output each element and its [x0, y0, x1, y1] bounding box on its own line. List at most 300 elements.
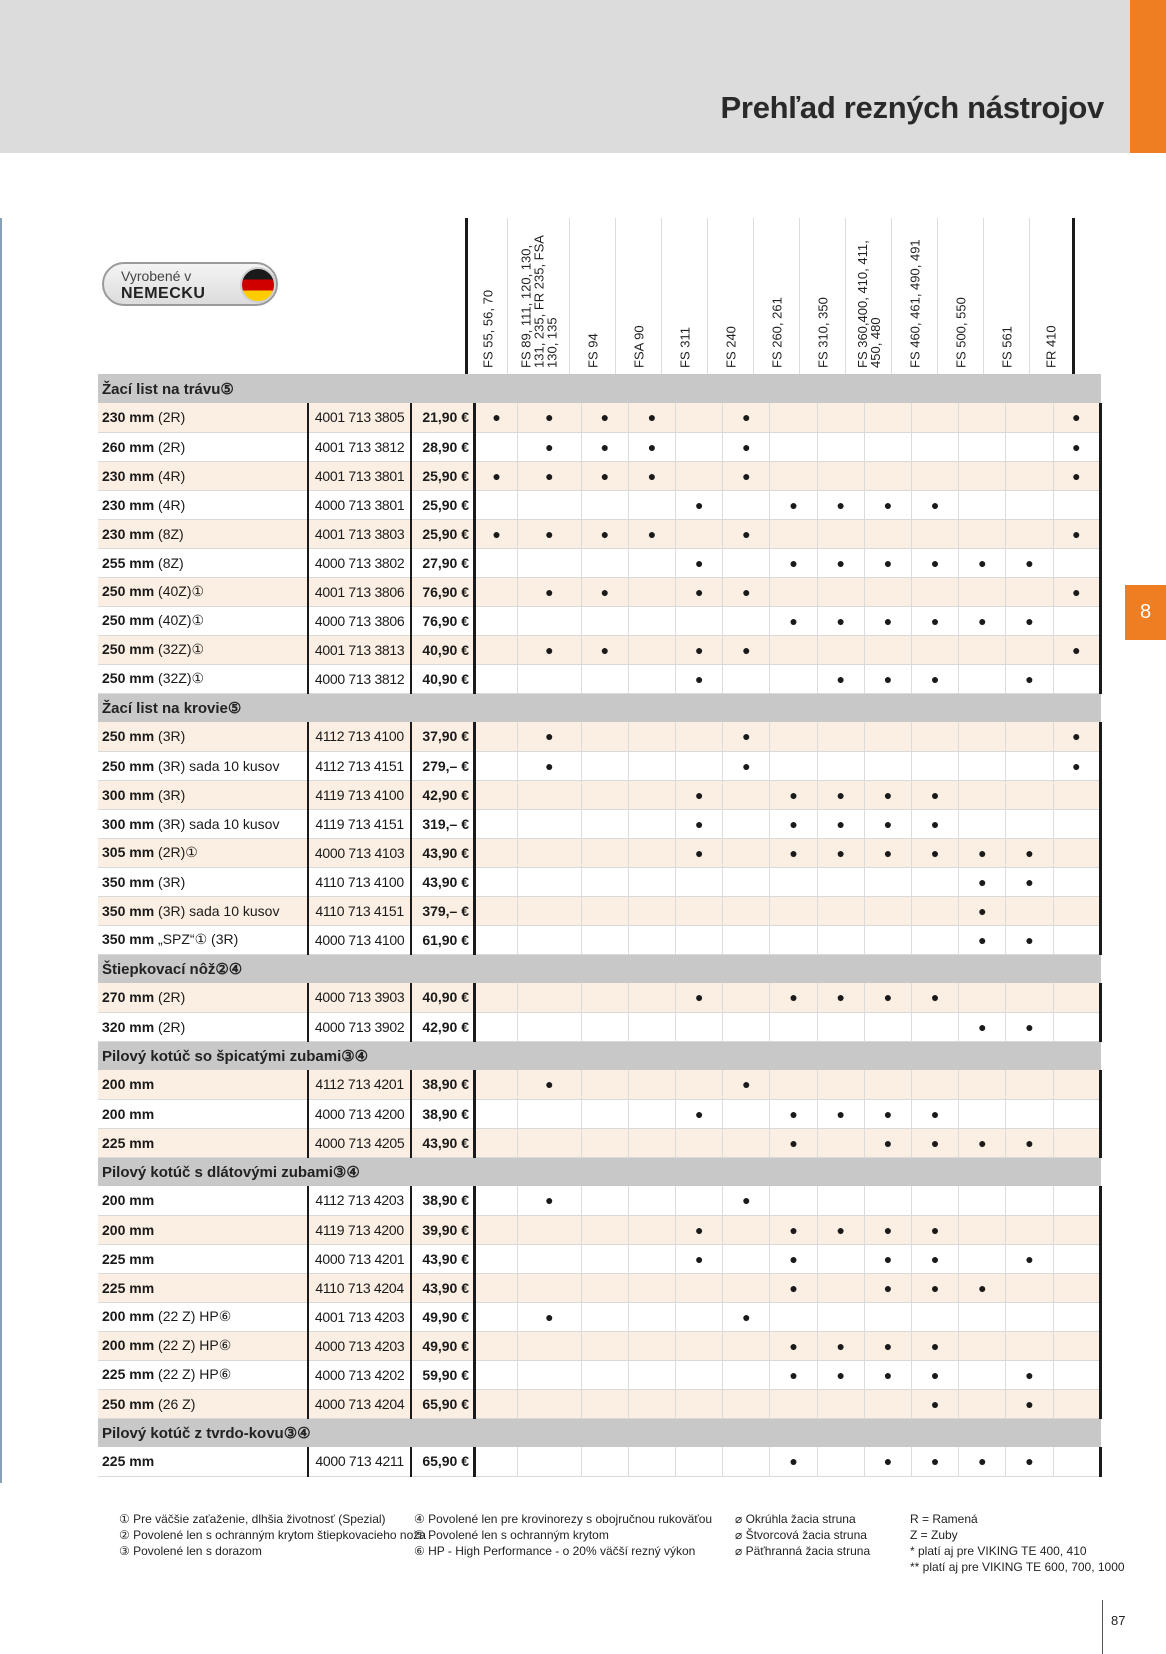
spec-value: (22 Z) HP⑥: [158, 1337, 232, 1353]
compatibility-cell: [912, 1186, 959, 1215]
compatibility-cell: [817, 722, 864, 751]
compatible-dot-icon: ●: [789, 1453, 798, 1470]
compatible-dot-icon: ●: [1025, 1134, 1034, 1151]
order-code: 4000 713 4201: [308, 1244, 411, 1273]
compatibility-cell: [864, 1389, 911, 1418]
compatibility-cell: [770, 1215, 817, 1244]
compatibility-cell: [864, 780, 911, 809]
price: 42,90 €: [411, 1012, 475, 1041]
compatibility-cell: [1053, 925, 1100, 954]
compatibility-cell: [817, 1447, 864, 1476]
compatibility-cell: [912, 838, 959, 867]
spec-value: (8Z): [158, 525, 184, 542]
compatible-dot-icon: ●: [742, 641, 751, 658]
order-code: 4001 713 3806: [308, 577, 411, 606]
spec-value: (32Z)①: [158, 641, 205, 657]
order-code: 4001 713 3803: [308, 519, 411, 548]
compatible-dot-icon: ●: [492, 467, 501, 484]
compatibility-cell: [723, 432, 770, 461]
compatibility-cell: [1053, 751, 1100, 780]
compatibility-cell: [1006, 403, 1053, 432]
table-row: [98, 1360, 1101, 1389]
compatibility-cell: [1053, 1302, 1100, 1331]
compatibility-cell: [1053, 867, 1100, 896]
compatibility-cell: [475, 1244, 518, 1273]
compatibility-cell: [1053, 1447, 1100, 1476]
size-cell: [98, 461, 308, 490]
compatibility-cell: [1053, 1215, 1100, 1244]
spec-value: (2R): [158, 438, 186, 455]
size-value: 225 mm: [102, 1250, 155, 1267]
compatibility-cell: [628, 432, 675, 461]
compatibility-cell: [628, 867, 675, 896]
price: 43,90 €: [411, 1273, 475, 1302]
compatibility-cell: [864, 1186, 911, 1215]
compatibility-cell: [581, 1244, 628, 1273]
compatible-dot-icon: ●: [978, 612, 987, 629]
compatible-dot-icon: ●: [1025, 1018, 1034, 1035]
order-code: 4001 713 3801: [308, 461, 411, 490]
compatible-dot-icon: ●: [647, 409, 657, 426]
spec-value: „SPZ“① (3R): [158, 931, 239, 947]
compatibility-cell: [864, 1447, 911, 1476]
compatibility-cell: [628, 1099, 675, 1128]
size-value: 250 mm: [102, 670, 155, 686]
footnote: ** platí aj pre VIKING TE 600, 700, 1000: [910, 1560, 1125, 1574]
order-code: 4001 713 4203: [308, 1302, 411, 1331]
model-column-header: [661, 218, 707, 374]
compatible-dot-icon: ●: [1025, 1395, 1034, 1412]
compatibility-cell: [581, 1273, 628, 1302]
compatibility-cell: [518, 461, 582, 490]
compatibility-cell: [770, 1273, 817, 1302]
model-name: FS 89, 111, 120, 130, 131, 235, FR 235, FSA 130, 135: [518, 235, 559, 368]
compatibility-cell: [518, 1331, 582, 1360]
size-cell: [98, 1128, 308, 1157]
compatibility-cell: [864, 664, 911, 693]
price: 21,90 €: [411, 403, 475, 432]
compatible-dot-icon: ●: [1025, 873, 1034, 890]
compatibility-cell: [1053, 519, 1100, 548]
compatibility-cell: [676, 780, 723, 809]
size-cell: [98, 1273, 308, 1302]
compatibility-cell: [959, 1186, 1006, 1215]
compatible-dot-icon: ●: [930, 1453, 940, 1470]
model-column-header: [753, 218, 799, 374]
compatible-dot-icon: ●: [545, 467, 554, 484]
compatibility-cell: [1006, 809, 1053, 838]
compatibility-cell: [581, 896, 628, 925]
footnote: ⑥ HP - High Performance - o 20% väčší rezný výkon: [414, 1544, 696, 1558]
compatibility-cell: [475, 1302, 518, 1331]
compatibility-cell: [475, 1099, 518, 1128]
compatibility-cell: [676, 403, 723, 432]
compatibility-cell: [770, 780, 817, 809]
compatibility-cell: [1053, 403, 1100, 432]
footnote: R = Ramená: [910, 1512, 978, 1526]
compatibility-cell: [817, 1128, 864, 1157]
size-value: 225 mm: [102, 1453, 155, 1470]
compatibility-cell: [817, 577, 864, 606]
legend-round-line: ⌀ Okrúhla žacia struna: [735, 1512, 856, 1526]
chapter-tab[interactable]: 8: [1125, 585, 1166, 640]
footnote: Z = Zuby: [910, 1528, 958, 1542]
compatible-dot-icon: ●: [978, 554, 987, 571]
size-value: 230 mm: [102, 496, 155, 513]
compatibility-cell: [581, 606, 628, 635]
compatibility-cell: [628, 1273, 675, 1302]
compatible-dot-icon: ●: [789, 612, 798, 629]
size-cell: [98, 1302, 308, 1331]
order-code: 4119 713 4200: [308, 1215, 411, 1244]
compatibility-cell: [1053, 577, 1100, 606]
compatibility-cell: [475, 722, 518, 751]
price: 65,90 €: [411, 1389, 475, 1418]
size-cell: [98, 664, 308, 693]
compatibility-cell: [864, 461, 911, 490]
compatible-dot-icon: ●: [694, 496, 704, 513]
model-name: FS 310, 350: [815, 297, 830, 368]
compatible-dot-icon: ●: [1072, 583, 1081, 600]
size-value: 200 mm: [102, 1221, 155, 1238]
compatibility-cell: [581, 1128, 628, 1157]
compatible-dot-icon: ●: [978, 873, 987, 890]
compatible-dot-icon: ●: [789, 1134, 798, 1151]
compatibility-cell: [1006, 1244, 1053, 1273]
compatibility-cell: [723, 1273, 770, 1302]
compatibility-cell: [676, 925, 723, 954]
compatibility-cell: [912, 519, 959, 548]
price: 37,90 €: [411, 722, 475, 751]
compatibility-cell: [676, 490, 723, 519]
compatibility-cell: [770, 664, 817, 693]
compatibility-cell: [628, 896, 675, 925]
compatible-dot-icon: ●: [930, 670, 940, 687]
compatibility-cell: [864, 809, 911, 838]
compatibility-cell: [864, 432, 911, 461]
compatibility-cell: [912, 1128, 959, 1157]
compatibility-cell: [770, 809, 817, 838]
compatibility-cell: [864, 1215, 911, 1244]
compatibility-cell: [1053, 1389, 1100, 1418]
compatible-dot-icon: ●: [600, 525, 610, 542]
compatibility-cell: [628, 1447, 675, 1476]
compatibility-cell: [518, 1070, 582, 1099]
compatibility-cell: [1006, 838, 1053, 867]
size-value: 230 mm: [102, 525, 155, 542]
compatibility-cell: [475, 403, 518, 432]
page-number: 87: [1111, 1613, 1126, 1628]
compatibility-cell: [1053, 1244, 1100, 1273]
footnotes-col4: [910, 1511, 1125, 1575]
compatibility-cell: [676, 1099, 723, 1128]
size-cell: [98, 751, 308, 780]
badge-line2: NEMECKU: [121, 285, 206, 302]
compatibility-cell: [628, 490, 675, 519]
compatibility-cell: [676, 1186, 723, 1215]
section-title: Pilový kotúč so špicatými zubami③④: [98, 1041, 1101, 1070]
price: 25,90 €: [411, 461, 475, 490]
price: 40,90 €: [411, 635, 475, 664]
compatibility-cell: [475, 461, 518, 490]
compatibility-cell: [817, 1360, 864, 1389]
compatible-dot-icon: ●: [789, 815, 798, 832]
compatibility-cell: [912, 606, 959, 635]
compatibility-cell: [1053, 1012, 1100, 1041]
compatibility-cell: [1053, 664, 1100, 693]
compatibility-cell: [959, 577, 1006, 606]
price: 65,90 €: [411, 1447, 475, 1476]
compatible-dot-icon: ●: [930, 554, 940, 571]
model-name: FR 410: [1043, 325, 1059, 368]
compatibility-cell: [1006, 1273, 1053, 1302]
compatibility-cell: [581, 983, 628, 1012]
spec-value: (8Z): [158, 554, 184, 571]
compatibility-cell: [628, 577, 675, 606]
compatibility-cell: [817, 548, 864, 577]
compatibility-cell: [959, 896, 1006, 925]
compatibility-cell: [676, 809, 723, 838]
compatible-dot-icon: ●: [545, 438, 554, 455]
compatibility-cell: [912, 432, 959, 461]
compatibility-cell: [723, 577, 770, 606]
tools-grid: [98, 374, 1102, 1477]
compatibility-cell: [912, 896, 959, 925]
size-cell: [98, 548, 308, 577]
compatibility-cell: [817, 1070, 864, 1099]
size-value: 270 mm: [102, 989, 155, 1006]
compatibility-cell: [676, 461, 723, 490]
compatible-dot-icon: ●: [545, 583, 554, 600]
compatibility-cell: [723, 1302, 770, 1331]
compatibility-cell: [912, 1215, 959, 1244]
size-cell: [98, 896, 308, 925]
footnote: ① Pre väčšie zaťaženie, dlhšia životnosť (Spezial): [119, 1512, 386, 1526]
compatible-dot-icon: ●: [545, 1192, 554, 1209]
table-row: [98, 1331, 1101, 1360]
compatibility-cell: [723, 809, 770, 838]
compatibility-cell: [770, 577, 817, 606]
compatibility-cell: [1053, 722, 1100, 751]
table-row: [98, 490, 1101, 519]
compatibility-cell: [676, 1215, 723, 1244]
compatibility-cell: [770, 1447, 817, 1476]
compatible-dot-icon: ●: [883, 1453, 893, 1470]
size-value: 200 mm: [102, 1076, 155, 1093]
compatibility-cell: [817, 780, 864, 809]
order-code: 4112 713 4203: [308, 1186, 411, 1215]
compatibility-cell: [1006, 519, 1053, 548]
compatibility-cell: [770, 751, 817, 780]
compatible-dot-icon: ●: [600, 409, 610, 426]
size-cell: [98, 577, 308, 606]
compatibility-cell: [770, 1099, 817, 1128]
size-cell: [98, 925, 308, 954]
compatibility-cell: [912, 1331, 959, 1360]
compatibility-cell: [817, 1389, 864, 1418]
price: 40,90 €: [411, 664, 475, 693]
compatibility-cell: [959, 1012, 1006, 1041]
size-cell: [98, 809, 308, 838]
compatible-dot-icon: ●: [930, 1337, 940, 1354]
compatibility-cell: [770, 1128, 817, 1157]
compatible-dot-icon: ●: [1072, 641, 1081, 658]
model-column-header: [569, 218, 615, 374]
compatible-dot-icon: ●: [789, 554, 798, 571]
compatibility-cell: [518, 1099, 582, 1128]
compatible-dot-icon: ●: [789, 844, 798, 861]
compatibility-cell: [959, 664, 1006, 693]
compatibility-cell: [817, 925, 864, 954]
compatible-dot-icon: ●: [1025, 844, 1034, 861]
compatibility-cell: [676, 1273, 723, 1302]
footnotes-col2: [414, 1511, 712, 1559]
compatible-dot-icon: ●: [836, 1221, 845, 1238]
compatibility-cell: [959, 838, 1006, 867]
compatibility-cell: [676, 722, 723, 751]
compatible-dot-icon: ●: [1072, 728, 1081, 745]
table-row: [98, 867, 1101, 896]
compatibility-cell: [959, 1128, 1006, 1157]
compatibility-cell: [475, 519, 518, 548]
compatible-dot-icon: ●: [1072, 757, 1081, 774]
compatibility-cell: [676, 1244, 723, 1273]
compatibility-cell: [912, 664, 959, 693]
compatibility-cell: [959, 1360, 1006, 1389]
compatibility-cell: [581, 809, 628, 838]
size-value: 250 mm: [102, 757, 155, 774]
model-column-header: [507, 218, 569, 374]
compatible-dot-icon: ●: [694, 844, 704, 861]
compatibility-cell: [676, 751, 723, 780]
compatible-dot-icon: ●: [694, 1105, 704, 1122]
size-value: 305 mm: [102, 844, 155, 860]
size-value: 225 mm: [102, 1279, 155, 1296]
footnote: ⑤ Povolené len s ochranným krytom: [414, 1528, 609, 1542]
compatibility-cell: [770, 1070, 817, 1099]
compatibility-cell: [817, 1215, 864, 1244]
order-code: 4112 713 4201: [308, 1070, 411, 1099]
price: 43,90 €: [411, 867, 475, 896]
compatible-dot-icon: ●: [789, 1337, 798, 1354]
section-title: Žací list na trávu⑤: [98, 374, 1101, 403]
compatibility-cell: [959, 983, 1006, 1012]
size-cell: [98, 606, 308, 635]
size-cell: [98, 1389, 308, 1418]
order-code: 4001 713 3812: [308, 432, 411, 461]
compatible-dot-icon: ●: [883, 989, 893, 1006]
compatible-dot-icon: ●: [930, 1279, 940, 1296]
compatible-dot-icon: ●: [694, 554, 704, 571]
compatibility-cell: [864, 751, 911, 780]
model-name: FS 55, 56, 70: [480, 289, 495, 368]
table-row: [98, 519, 1101, 548]
compatibility-cell: [1006, 1331, 1053, 1360]
compatible-dot-icon: ●: [742, 438, 751, 455]
compatible-dot-icon: ●: [978, 902, 987, 919]
compatibility-cell: [817, 1012, 864, 1041]
model-name: FSA 90: [631, 325, 646, 368]
compatibility-cell: [518, 896, 582, 925]
compatibility-cell: [581, 838, 628, 867]
compatibility-cell: [475, 1447, 518, 1476]
compatibility-cell: [864, 1360, 911, 1389]
size-value: 350 mm: [102, 931, 155, 947]
compatible-dot-icon: ●: [545, 525, 554, 542]
compatibility-cell: [864, 577, 911, 606]
spec-value: (22 Z) HP⑥: [158, 1308, 232, 1324]
compatible-dot-icon: ●: [694, 786, 704, 803]
compatibility-cell: [1006, 751, 1053, 780]
spec-value: (3R): [158, 873, 186, 890]
size-value: 255 mm: [102, 554, 155, 571]
compatibility-cell: [723, 751, 770, 780]
compatibility-cell: [518, 1128, 582, 1157]
compatible-dot-icon: ●: [545, 1308, 554, 1325]
cutting-tools-table: [98, 218, 1102, 1477]
compatibility-cell: [581, 1360, 628, 1389]
model-column-header: [465, 218, 507, 374]
compatibility-cell: [723, 983, 770, 1012]
compatibility-cell: [1006, 1099, 1053, 1128]
compatibility-cell: [518, 1302, 582, 1331]
compatible-dot-icon: ●: [883, 1105, 893, 1122]
compatible-dot-icon: ●: [836, 844, 845, 861]
compatibility-cell: [518, 577, 582, 606]
compatibility-cell: [475, 780, 518, 809]
table-row: [98, 983, 1101, 1012]
compatible-dot-icon: ●: [836, 496, 845, 513]
compatibility-cell: [628, 1244, 675, 1273]
compatibility-cell: [518, 780, 582, 809]
compatibility-cell: [1053, 635, 1100, 664]
compatibility-cell: [1006, 1012, 1053, 1041]
compatible-dot-icon: ●: [883, 554, 893, 571]
compatibility-cell: [912, 751, 959, 780]
compatibility-cell: [912, 403, 959, 432]
compatibility-cell: [770, 896, 817, 925]
model-column-header: [937, 218, 983, 374]
compatible-dot-icon: ●: [836, 815, 845, 832]
compatibility-cell: [1053, 461, 1100, 490]
price: 38,90 €: [411, 1099, 475, 1128]
compatibility-cell: [518, 606, 582, 635]
compatible-dot-icon: ●: [883, 496, 893, 513]
compatibility-cell: [1053, 838, 1100, 867]
compatibility-cell: [475, 751, 518, 780]
compatibility-cell: [723, 606, 770, 635]
compatibility-cell: [518, 1186, 582, 1215]
order-code: 4000 713 4203: [308, 1331, 411, 1360]
size-value: 250 mm: [102, 612, 155, 628]
compatibility-cell: [1006, 867, 1053, 896]
table-row: [98, 664, 1101, 693]
compatible-dot-icon: ●: [647, 438, 657, 455]
model-column-header: [983, 218, 1029, 374]
price: 279,– €: [411, 751, 475, 780]
compatible-dot-icon: ●: [883, 1366, 893, 1383]
compatibility-cell: [518, 490, 582, 519]
table-row: [98, 1012, 1101, 1041]
compatibility-cell: [475, 1186, 518, 1215]
compatible-dot-icon: ●: [694, 1221, 704, 1238]
compatibility-cell: [475, 896, 518, 925]
compatibility-cell: [1053, 1360, 1100, 1389]
compatibility-cell: [676, 838, 723, 867]
order-code: 4000 713 3902: [308, 1012, 411, 1041]
compatible-dot-icon: ●: [883, 1337, 893, 1354]
compatibility-cell: [628, 403, 675, 432]
